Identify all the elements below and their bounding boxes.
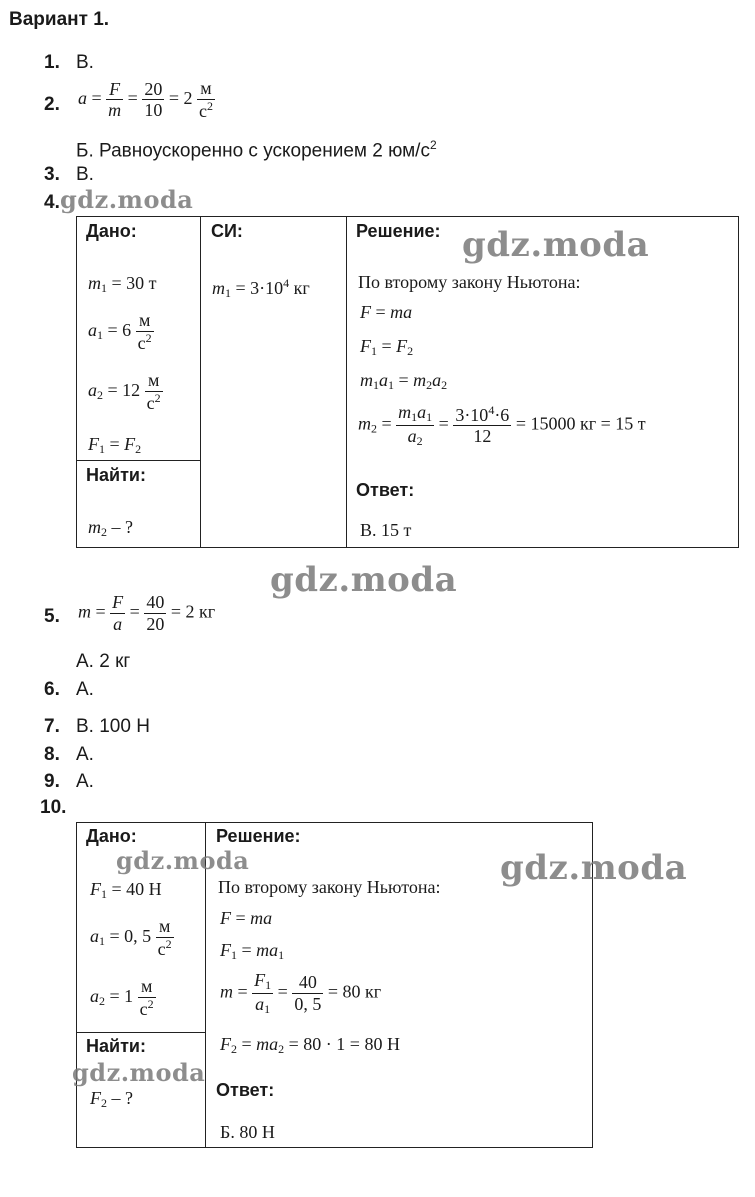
eq-f1-f2: $F_1 = F_2$ [360, 336, 414, 358]
answer-2: Б. Равноускоренно с ускорением 2 $юм/с^2$ [76, 138, 437, 162]
answer-5: А. 2 кг [76, 651, 131, 672]
eq-m-calc: m = $\frac{F_1}{a_1}$ = $\frac{40}{0, 5}$ = 80 кг [220, 970, 382, 1016]
answer-3: В. [76, 164, 94, 185]
given-F1: $F_1 = 40$ Н [90, 879, 162, 901]
given-header: Дано: [86, 221, 137, 241]
eq-m1a1: $m_1a_1 = m_2a_2$ [360, 370, 448, 392]
given-a2: $a_2 = 12$ $\frac{м}{с^2}$ [88, 370, 161, 413]
table-divider [76, 460, 201, 461]
given-a1: $a_1 = 6$ $\frac{м}{с^2}$ [88, 310, 152, 353]
watermark: gdz.moda [60, 185, 194, 214]
item-number-4: 4. [44, 192, 60, 213]
item-number-9: 9. [44, 771, 60, 792]
given-f-equal: $F_1 = F_2$ [88, 434, 142, 456]
item-number-5: 5. [44, 606, 60, 627]
solution-header: Решение: [356, 221, 441, 241]
given-a2: $a_2 = 1$ $\frac{м}{с^2}$ [90, 976, 154, 1019]
formula-5: m = $\frac{F}{a}$ = $\frac{40}{20}$ = 2 кг [78, 592, 216, 634]
answer-header: Ответ: [356, 480, 415, 500]
watermark: gdz.moda [72, 1058, 206, 1087]
eq-f-ma: F = ma [220, 908, 273, 928]
find-header: Найти: [86, 1036, 146, 1056]
item-number-2: 2. [44, 94, 60, 115]
watermark: gdz.moda [500, 848, 688, 888]
si-header: СИ: [211, 221, 243, 241]
newton-law-text: По второму закону Ньютона: [358, 272, 581, 292]
answer-9: А. [76, 771, 94, 792]
table-divider [346, 216, 347, 547]
item-number-6: 6. [44, 679, 60, 700]
item-number-8: 8. [44, 744, 60, 765]
eq-f1-ma1: $F_1 = ma_1$ [220, 940, 285, 962]
eq-m2-calc: $m_2$ = $\frac{m_1a_1}{a_2}$ = $\frac{3\cdot 10^4\cdot 6}{12}$ = 15000 кг = 15 т [358, 402, 646, 448]
answer-10: Б. 80 Н [220, 1122, 275, 1142]
answer-4: В. 15 т [360, 520, 412, 540]
si-m1: $m_1 = 3\cdot 10^4$ кг [212, 276, 310, 300]
item-number-3: 3. [44, 164, 60, 185]
find-header: Найти: [86, 465, 146, 485]
page-title: Вариант 1. [9, 9, 110, 30]
formula-2: a = $\frac{F}{m}$ = $\frac{20}{10}$ = 2 $\frac{м}{с^2}$ [78, 78, 213, 121]
answer-7: В. 100 Н [76, 716, 150, 737]
solution-header: Решение: [216, 826, 301, 846]
watermark: gdz.moda [462, 225, 650, 265]
eq-F2-calc: $F_2 = ma_2 = 80 \cdot 1 = 80$ Н [220, 1034, 400, 1056]
answer-1: В. [76, 52, 94, 73]
given-m1: $m_1 = 30$ т [88, 273, 157, 295]
watermark: gdz.moda [270, 560, 458, 600]
answer-6: А. [76, 679, 94, 700]
given-a1: $a_1 = 0$, 5 $\frac{м}{с^2}$ [90, 916, 172, 959]
answer-header: Ответ: [216, 1080, 275, 1100]
newton-law-text: По второму закону Ньютона: [218, 877, 441, 897]
table-divider [76, 1032, 206, 1033]
table-divider [200, 216, 201, 547]
answer-8: А. [76, 744, 94, 765]
eq-f-ma: F = ma [360, 302, 413, 322]
given-header: Дано: [86, 826, 137, 846]
item-number-10: 10. [40, 797, 67, 818]
watermark: gdz.moda [116, 846, 250, 875]
item-number-7: 7. [44, 716, 60, 737]
find-F2: $F_2$ – ? [90, 1088, 133, 1110]
item-number-1: 1. [44, 52, 60, 73]
find-m2: $m_2$ – ? [88, 517, 133, 539]
